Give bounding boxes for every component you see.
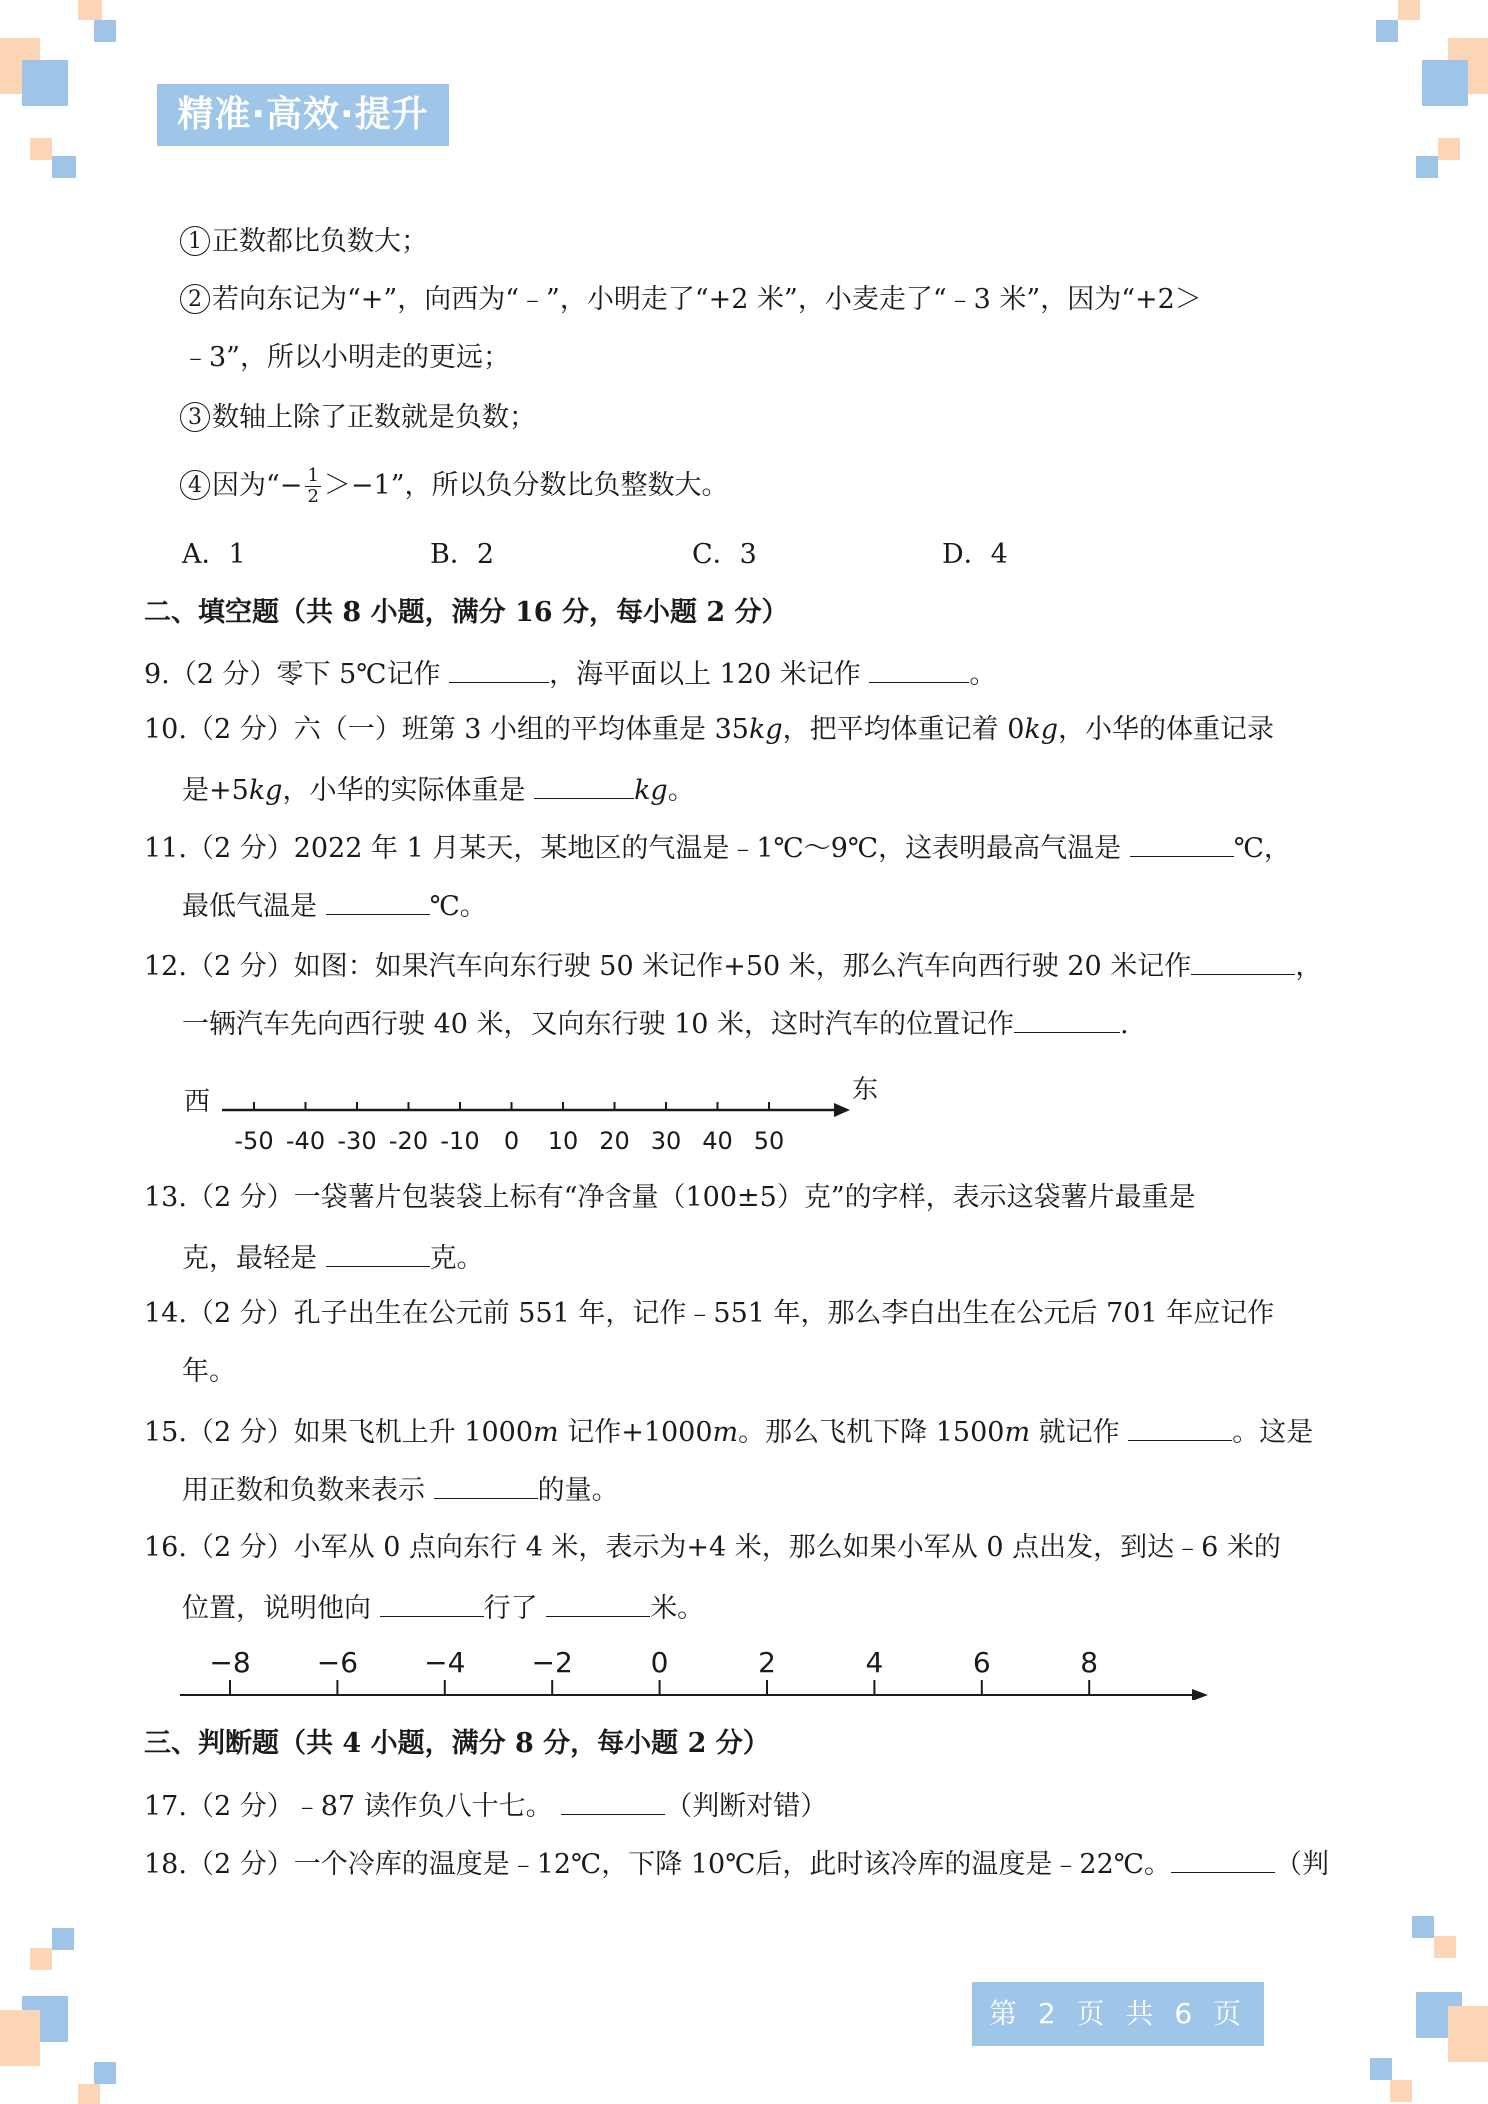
east-label: 东 — [852, 1075, 879, 1105]
question-16: 16.（2 分）小军从 0 点向东行 4 米，表示为+4 米，那么如果小军从 0 点出发，到达﹣6 米的 — [144, 1532, 1281, 1563]
answer-blank — [1171, 1844, 1275, 1873]
answer-blank — [326, 886, 430, 915]
tick-label: -20 — [388, 1127, 429, 1155]
tick-label: 6 — [972, 1646, 991, 1679]
choice-b: B．2 — [430, 539, 495, 570]
section-2-title: 二、填空题（共 8 小题，满分 16 分，每小题 2 分） — [144, 597, 789, 628]
question-13-continued: 克，最轻是 克。 — [182, 1238, 484, 1277]
tick-label: 10 — [547, 1127, 579, 1155]
tick-label: 40 — [702, 1127, 733, 1155]
number-line-integers — [176, 1640, 1216, 1700]
question-10-continued: 是+5kg，小华的实际体重是 kg。 — [182, 770, 695, 809]
answer-blank — [326, 1238, 430, 1267]
question-15: 15.（2 分）如果飞机上升 1000m 记作+1000m。那么飞机下降 1500m 就记作 。这是 — [144, 1412, 1313, 1451]
option-1: 1 正数都比负数大； — [180, 224, 428, 260]
fraction-one-half: $\frac{1}{2}$ — [307, 465, 319, 507]
answer-blank — [449, 654, 549, 683]
tick-label: 8 — [1080, 1646, 1099, 1679]
tick-label: 30 — [650, 1127, 682, 1155]
tick-label: −6 — [316, 1646, 359, 1679]
west-label: 西 — [184, 1087, 211, 1117]
answer-blank — [546, 1588, 650, 1617]
question-14: 14.（2 分）孔子出生在公元前 551 年，记作﹣551 年，那么李白出生在公元后 701 年应记作 — [144, 1298, 1275, 1329]
tick-label: 0 — [503, 1127, 520, 1155]
section-3-title: 三、判断题（共 4 小题，满分 8 分，每小题 2 分） — [144, 1728, 770, 1759]
tick-label: −8 — [209, 1646, 251, 1679]
option-4: 4 因为“− $\frac{1}{2}$ ＞−1”，所以负分数比负整数大。 — [180, 466, 729, 507]
option-2-continued: ﹣3”，所以小明走的更远； — [182, 342, 510, 373]
question-18: 18.（2 分）一个冷库的温度是﹣12℃，下降 10℃后，此时该冷库的温度是﹣22℃。 （判 — [144, 1844, 1329, 1883]
tick-label: 20 — [599, 1127, 630, 1155]
tick-label: −2 — [531, 1646, 573, 1679]
question-11: 11.（2 分）2022 年 1 月某天，某地区的气温是﹣1℃～9℃，这表明最高气温是 ℃， — [144, 828, 1291, 867]
circled-number-4: 4 — [180, 470, 210, 500]
question-17: 17.（2 分）﹣87 读作负八十七。 （判断对错） — [144, 1786, 827, 1825]
answer-blank — [869, 654, 969, 683]
tick-label: −4 — [424, 1646, 466, 1679]
question-10: 10.（2 分）六（一）班第 3 小组的平均体重是 35kg，把平均体重记着 0kg，小华的体重记录 — [144, 714, 1275, 745]
choice-c: C．3 — [692, 539, 757, 570]
option-3: 3 数轴上除了正数就是负数； — [180, 400, 536, 436]
tick-label: -50 — [234, 1127, 274, 1155]
question-16-continued: 位置，说明他向 行了 米。 — [182, 1588, 704, 1627]
circled-number-2: 2 — [180, 284, 210, 314]
question-12-continued: 一辆汽车先向西行驶 40 米，又向东行驶 10 米，这时汽车的位置记作 . — [182, 1004, 1129, 1043]
page-number-footer: 第 2 页 共 6 页 — [972, 1982, 1264, 2046]
question-12: 12.（2 分）如图：如果汽车向东行驶 50 米记作+50 米，那么汽车向西行驶 20 米记作 ， — [144, 946, 1322, 985]
choice-a: A．1 — [182, 539, 246, 570]
tick-label: 50 — [753, 1127, 785, 1155]
tick-label: 0 — [650, 1646, 669, 1679]
choice-d: D．4 — [942, 539, 1008, 570]
number-line-east-west — [170, 1062, 890, 1160]
tick-label: 2 — [758, 1646, 776, 1679]
tick-label: -10 — [440, 1127, 480, 1155]
question-14-continued: 年。 — [182, 1356, 236, 1387]
answer-blank — [1130, 828, 1234, 857]
answer-blank — [1014, 1004, 1120, 1033]
answer-blank — [380, 1588, 484, 1617]
question-9: 9.（2 分）零下 5℃记作 ，海平面以上 120 米记作 。 — [144, 654, 996, 693]
circled-number-3: 3 — [180, 402, 210, 432]
answer-blank — [561, 1786, 665, 1815]
option-2: 2 若向东记为“+”，向西为“﹣”，小明走了“+2 米”，小麦走了“﹣3 米”，因为“+2＞ — [180, 282, 1202, 318]
answer-blank — [534, 770, 634, 799]
answer-blank — [434, 1470, 538, 1499]
tick-label: -40 — [285, 1127, 326, 1155]
answer-blank — [1128, 1412, 1232, 1441]
question-15-continued: 用正数和负数来表示 的量。 — [182, 1470, 619, 1509]
tick-label: -30 — [337, 1127, 377, 1155]
question-13: 13.（2 分）一袋薯片包装袋上标有“净含量（100±5）克”的字样，表示这袋薯片最重是 — [144, 1182, 1196, 1213]
tick-label: 4 — [865, 1646, 884, 1679]
header-badge: 精准·高效·提升 — [157, 84, 449, 146]
answer-blank — [1191, 946, 1295, 975]
circled-number-1: 1 — [180, 226, 210, 256]
question-11-continued: 最低气温是 ℃。 — [182, 886, 487, 925]
